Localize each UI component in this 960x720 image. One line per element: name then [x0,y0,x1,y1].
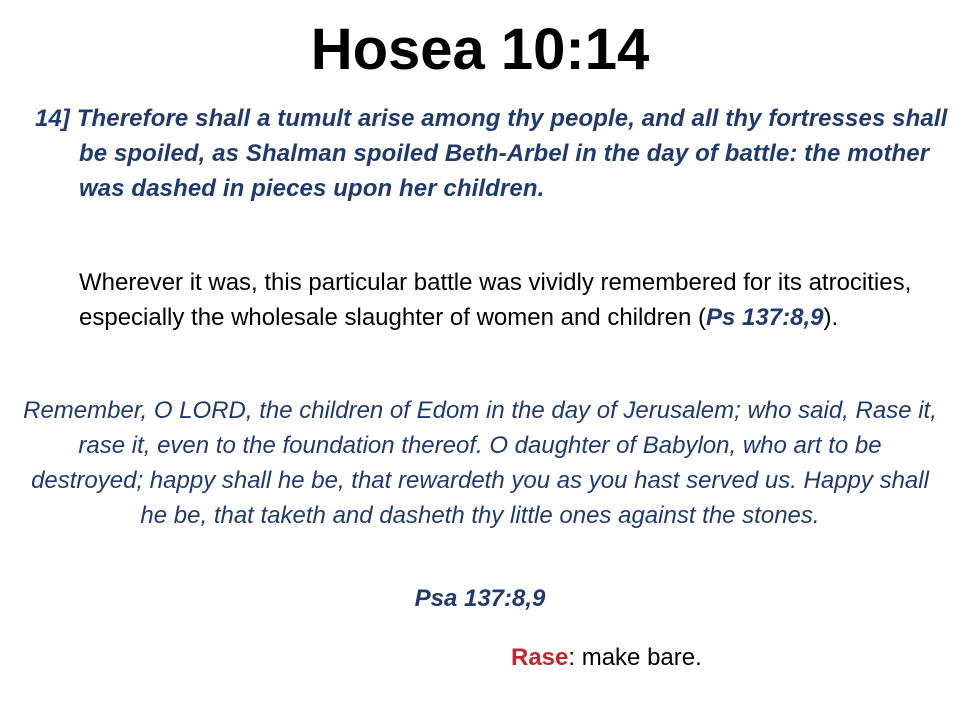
commentary-reference: Ps 137:8,9 [706,304,824,331]
commentary-paragraph [79,265,919,335]
definition [511,640,702,675]
commentary-text-start: Wherever it was, this particular battle was vividly remembered for its atrocities, especially the wholesale slaughter of women and children ( [79,269,912,331]
definition-meaning: : make bare. [568,644,702,671]
definition-term: Rase [511,644,569,671]
commentary-text-end: ). [823,304,839,331]
verse-text: 14] Therefore shall a tumult arise among thy people, and all thy fortresses shall be spoiled, as Shalman spoiled Beth-Arbel in the day of battle: the mother was dashed in pieces upon her children. [35,105,948,202]
quote-reference: Psa 137:8,9 [414,585,546,612]
scripture-quote: Remember, O LORD, the children of Edom in the day of Jerusalem; who said, Rase it, rase it, even to the foundation thereof. O daughter of Babylon, who art to be destroyed; happy shall he be, that rewardeth you as you hast served us. Happy shall he be, that taketh and dasheth thy little ones against the stones. [23,397,937,529]
page-title: Hosea 10:14 [310,17,650,82]
